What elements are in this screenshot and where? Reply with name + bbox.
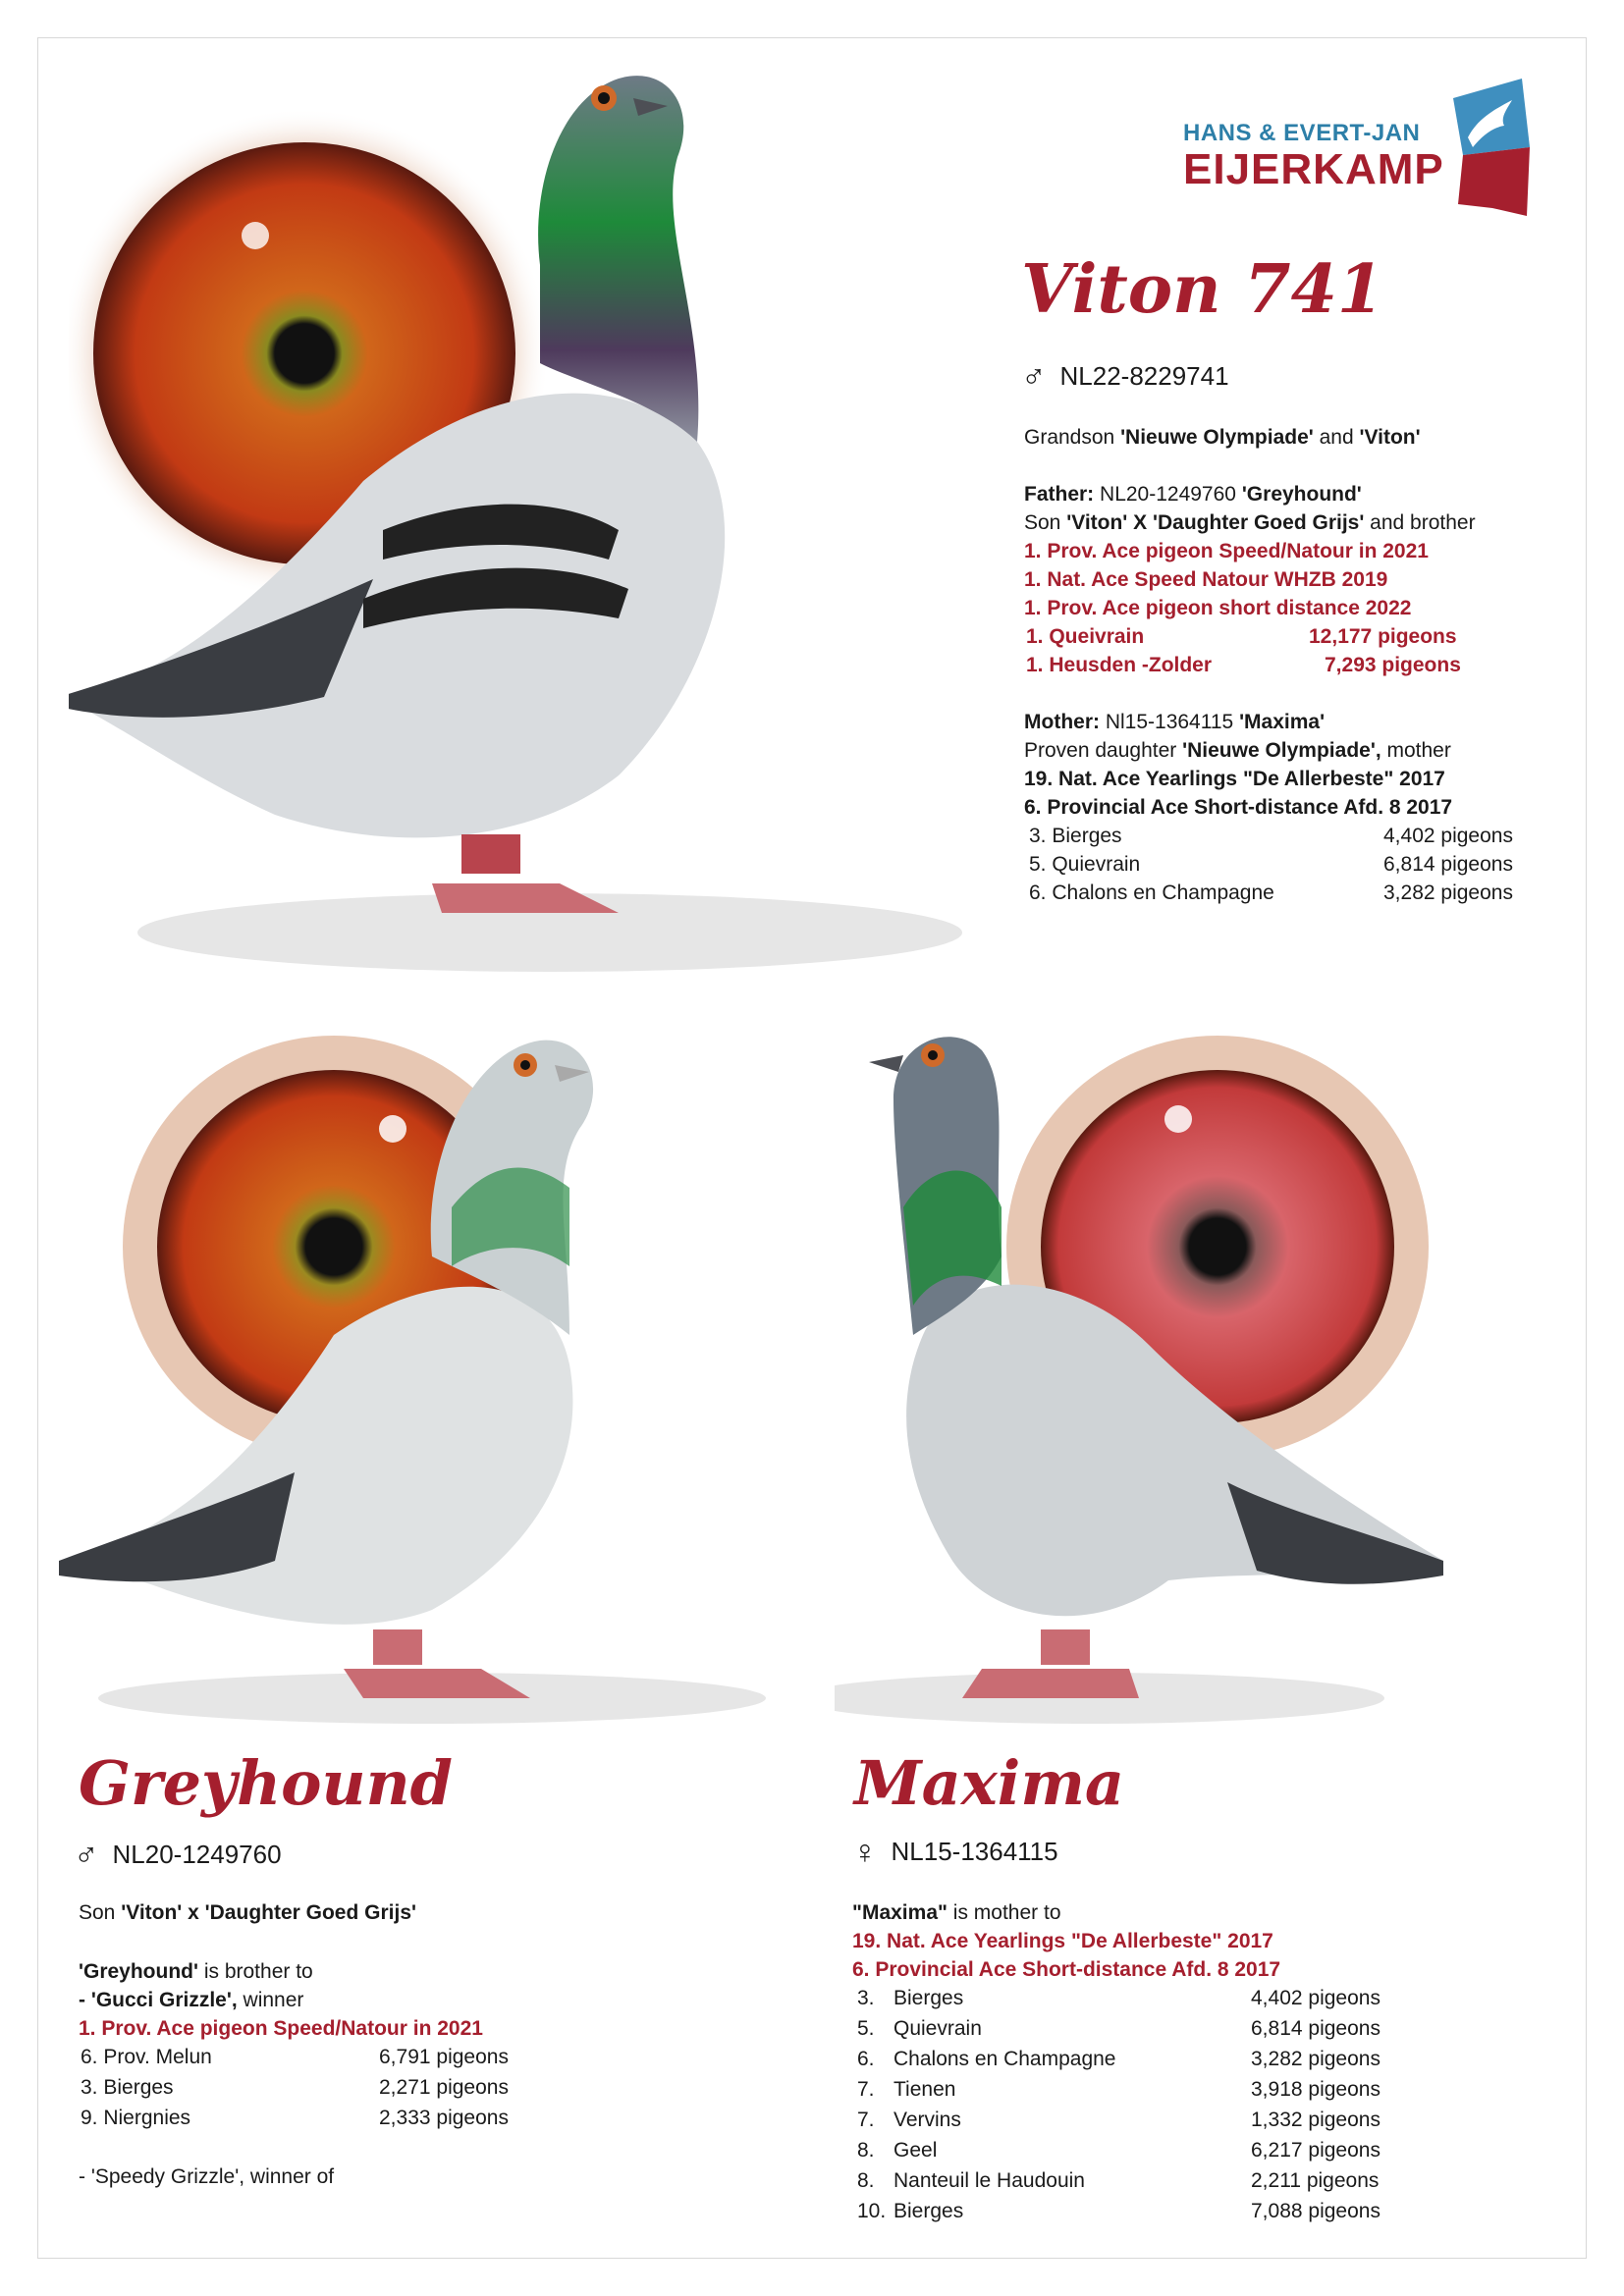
greyhound-details bbox=[79, 1898, 589, 2191]
maxima-result-row: 7. Tienen 3,918 pigeons bbox=[857, 2078, 1380, 2101]
greyhound-son: Son 'Viton' x 'Daughter Goed Grijs' bbox=[79, 1901, 417, 1924]
greyhound-result-row: 3. Bierges 2,271 pigeons bbox=[81, 2076, 509, 2099]
maxima-result-row: 3. Bierges 4,402 pigeons bbox=[857, 1987, 1380, 2009]
greyhound-result-row: 9. Niergnies 2,333 pigeons bbox=[81, 2107, 509, 2129]
maxima-result-row: 10. Bierges 7,088 pigeons bbox=[857, 2200, 1380, 2222]
greyhound-ring-line bbox=[74, 1837, 282, 1875]
mother-result-row: 6. Chalons en Champagne 3,282 pigeons bbox=[1029, 881, 1513, 904]
greyhound-result-row: 6. Prov. Melun 6,791 pigeons bbox=[81, 2046, 509, 2068]
maxima-details bbox=[852, 1898, 1402, 2227]
greyhound-title: Greyhound bbox=[79, 1747, 454, 1819]
maxima-result-row: 8. Nanteuil le Haudouin 2,211 pigeons bbox=[857, 2169, 1380, 2192]
female-icon: ♀ bbox=[852, 1834, 878, 1871]
brand-line1: HANS & EVERT-JAN bbox=[1183, 120, 1421, 146]
maxima-result-row: 5. Quievrain 6,814 pigeons bbox=[857, 2017, 1380, 2040]
mother-title-1: 19. Nat. Ace Yearlings "De Allerbeste" 2017 bbox=[1024, 768, 1445, 790]
viton-details bbox=[1024, 423, 1535, 907]
maxima-result-row: 7. Vervins 1,332 pigeons bbox=[857, 2109, 1380, 2131]
viton-photo bbox=[69, 69, 1051, 1011]
mother-result-row: 5. Quievrain 6,814 pigeons bbox=[1029, 853, 1513, 876]
viton-ring-line bbox=[1021, 358, 1229, 397]
maxima-title: Maxima bbox=[854, 1747, 1125, 1819]
viton-mother: Mother: Nl15-1364115 'Maxima' bbox=[1024, 711, 1326, 733]
viton-intro: Grandson 'Nieuwe Olympiade' and 'Viton' bbox=[1024, 426, 1421, 449]
maxima-result-row: 8. Geel 6,217 pigeons bbox=[857, 2139, 1380, 2162]
greyhound-brother: 'Greyhound' is brother to bbox=[79, 1960, 313, 1983]
father-result-row: 1. Heusden -Zolder 7,293 pigeons bbox=[1026, 654, 1461, 676]
greyhound-ring: NL20-1249760 bbox=[112, 1840, 282, 1869]
viton-mother-proven: Proven daughter 'Nieuwe Olympiade', mother bbox=[1024, 739, 1451, 762]
brand-logo bbox=[1183, 79, 1527, 226]
maxima-title-1: 19. Nat. Ace Yearlings "De Allerbeste" 2017 bbox=[852, 1930, 1273, 1952]
viton-father-son: Son 'Viton' X 'Daughter Goed Grijs' and brother bbox=[1024, 511, 1476, 534]
father-title-2: 1. Nat. Ace Speed Natour WHZB 2019 bbox=[1024, 568, 1388, 591]
maxima-ring-line bbox=[852, 1834, 1058, 1872]
greyhound-photo bbox=[59, 1011, 825, 1737]
maxima-result-row: 6. Chalons en Champagne 3,282 pigeons bbox=[857, 2048, 1380, 2070]
greyhound-title-line: 1. Prov. Ace pigeon Speed/Natour in 2021 bbox=[79, 2017, 483, 2040]
male-icon: ♂ bbox=[1021, 358, 1047, 396]
maxima-mother: "Maxima" is mother to bbox=[852, 1901, 1061, 1924]
mother-title-2: 6. Provincial Ace Short-distance Afd. 8 2017 bbox=[1024, 796, 1453, 819]
brand-line2: EIJERKAMP bbox=[1183, 145, 1444, 193]
maxima-photo bbox=[835, 1011, 1581, 1737]
father-title-1: 1. Prov. Ace pigeon Speed/Natour in 2021 bbox=[1024, 540, 1429, 562]
greyhound-gucci: - 'Gucci Grizzle', winner bbox=[79, 1989, 304, 2011]
map-pigeon-icon bbox=[1443, 79, 1532, 221]
greyhound-speedy: - 'Speedy Grizzle', winner of bbox=[79, 2165, 335, 2188]
mother-result-row: 3. Bierges 4,402 pigeons bbox=[1029, 825, 1513, 847]
male-icon: ♂ bbox=[74, 1837, 99, 1874]
viton-title: Viton 741 bbox=[1021, 250, 1384, 329]
father-result-row: 1. Queivrain 12,177 pigeons bbox=[1026, 625, 1457, 648]
maxima-title-2: 6. Provincial Ace Short-distance Afd. 8 2017 bbox=[852, 1958, 1281, 1981]
father-title-3: 1. Prov. Ace pigeon short distance 2022 bbox=[1024, 597, 1412, 619]
viton-ring: NL22-8229741 bbox=[1059, 361, 1229, 391]
viton-father: Father: NL20-1249760 'Greyhound' bbox=[1024, 483, 1362, 506]
maxima-ring: NL15-1364115 bbox=[891, 1837, 1058, 1866]
